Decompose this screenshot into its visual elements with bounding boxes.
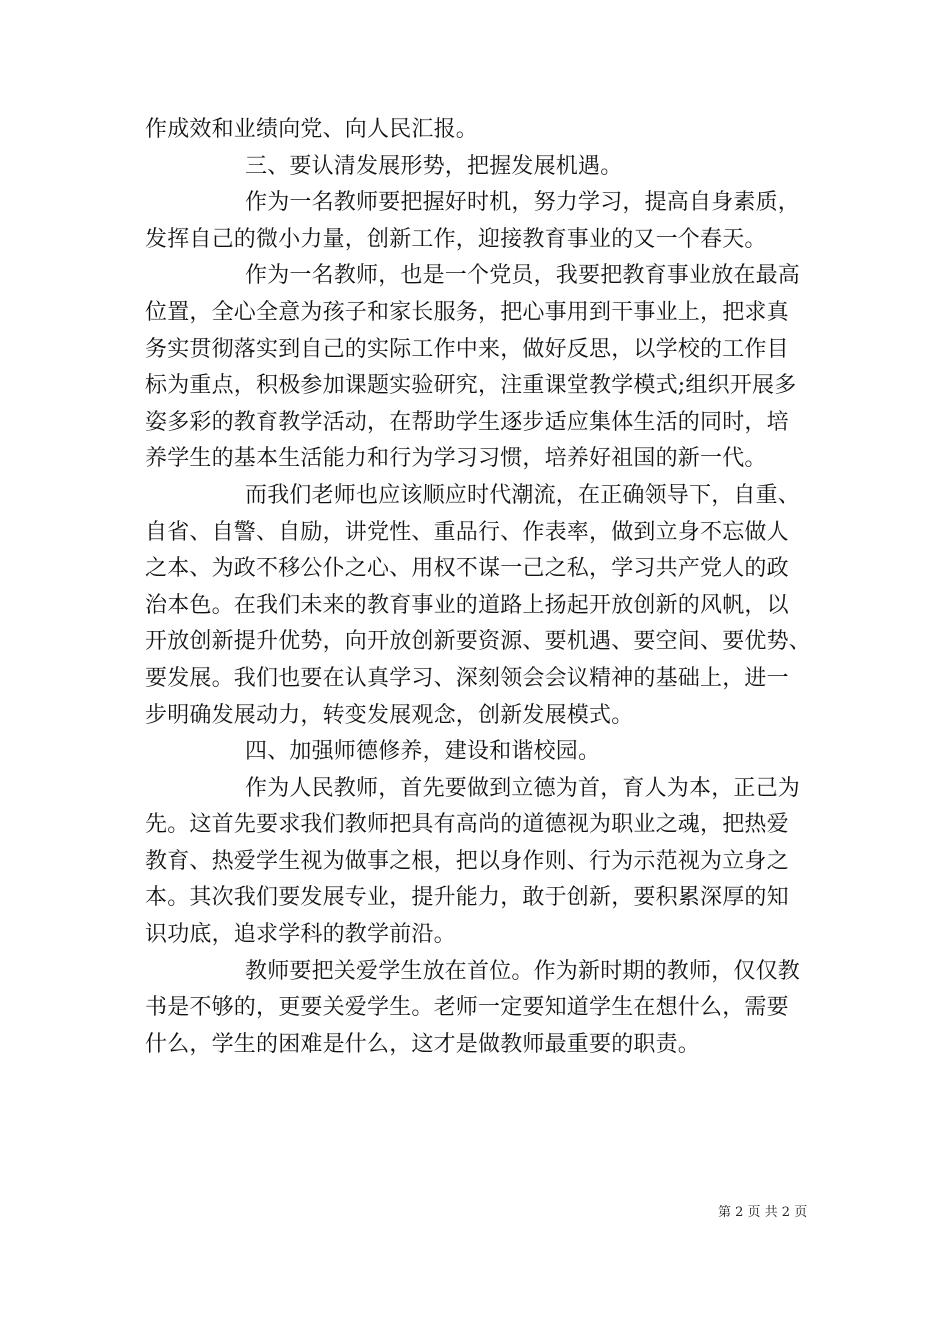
text-line: 作为人民教师，首先要做到立德为首，育人为本，正己为 (245, 775, 801, 801)
text-line: 养学生的基本生活能力和行为学习习惯，培养好祖国的新一代。 (145, 446, 767, 472)
text-line: 姿多彩的教育教学活动，在帮助学生逐步适应集体生活的同时，培 (145, 409, 789, 435)
text-line: 作为一名教师，也是一个党员，我要把教育事业放在最高 (245, 263, 801, 289)
text-line: 发挥自己的微小力量，创新工作，迎接教育事业的又一个春天。 (145, 226, 767, 252)
text-line: 作成效和业绩向党、向人民汇报。 (145, 117, 479, 142)
page-footer: 第 2 页 共 2 页 (718, 1205, 808, 1220)
text-line: 开放创新提升优势，向开放创新要资源、要机遇、要空间、要优势、 (145, 629, 812, 655)
text-line: 本。其次我们要发展专业，提升能力，敢于创新，要积累深厚的知 (145, 885, 789, 911)
text-line: 教育、热爱学生视为做事之根，把以身作则、行为示范视为立身之 (145, 848, 789, 874)
text-line: 要发展。我们也要在认真学习、深刻领会会议精神的基础上，进一 (145, 665, 789, 691)
text-line: 作为一名教师要把握好时机，努力学习，提高自身素质， (245, 190, 801, 216)
section-heading-3: 三、要认清发展形势，把握发展机遇。 (245, 153, 623, 179)
text-line: 位置，全心全意为孩子和家长服务，把心事用到干事业上，把求真 (145, 299, 789, 325)
text-line: 步明确发展动力，转变发展观念，创新发展模式。 (145, 702, 634, 728)
text-line: 之本、为政不移公仆之心、用权不谋一己之私，学习共产党人的政 (145, 556, 789, 582)
text-line: 书是不够的，更要关爱学生。老师一定要知道学生在想什么，需要 (145, 995, 789, 1021)
text-line: 而我们老师也应该顺应时代潮流，在正确领导下，自重、 (245, 482, 801, 508)
text-line: 务实贯彻落实到自己的实际工作中来，做好反思，以学校的工作目 (145, 336, 789, 362)
document-body (145, 112, 825, 1063)
text-line: 标为重点，积极参加课题实验研究，注重课堂教学模式;组织开展多 (145, 373, 797, 399)
section-heading-4: 四、加强师德修养，建设和谐校园。 (245, 739, 601, 765)
text-line: 治本色。在我们未来的教育事业的道路上扬起开放创新的风帆，以 (145, 592, 789, 618)
text-line: 什么，学生的困难是什么，这才是做教师最重要的职责。 (145, 1031, 701, 1057)
text-line: 教师要把关爱学生放在首位。作为新时期的教师，仅仅教 (245, 958, 801, 984)
text-line: 自省、自警、自励，讲党性、重品行、作表率，做到立身不忘做人 (145, 519, 789, 545)
text-line: 识功底，追求学科的教学前沿。 (145, 922, 456, 948)
text-line: 先。这首先要求我们教师把具有高尚的道德视为职业之魂，把热爱 (145, 812, 789, 838)
